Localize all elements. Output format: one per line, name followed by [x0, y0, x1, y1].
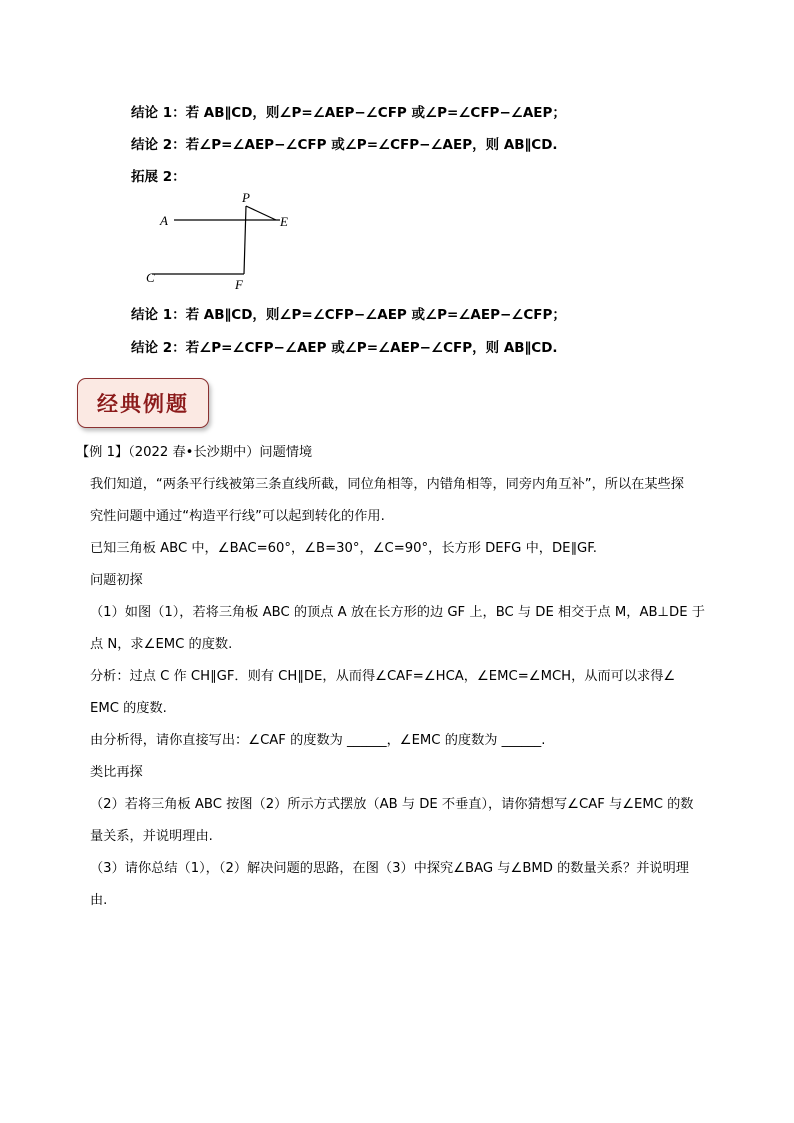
section-badge-label: 经典例题: [97, 392, 189, 416]
label-f: F: [235, 277, 243, 292]
example-line: 究性问题中通过“构造平行线”可以起到转化的作用.: [90, 509, 385, 524]
question-1-cont: 点 N，求∠EMC 的度数.: [90, 637, 233, 652]
conclusion-1-top: 结论 1：若 AB∥CD，则∠P=∠AEP−∠CFP 或∠P=∠CFP−∠AEP；: [131, 105, 566, 121]
question-1: （1）如图（1），若将三角板 ABC 的顶点 A 放在长方形的边 GF 上，BC 与 DE 相交于点 M，AB⊥DE 于: [90, 605, 705, 620]
example-heading: 【例 1】（2022 春•长沙期中）问题情境: [76, 445, 313, 460]
label-a: A: [160, 213, 168, 228]
question-3: （3）请你总结（1），（2）解决问题的思路，在图（3）中探究∠BAG 与∠BMD 的数量关系？并说明理: [90, 861, 689, 876]
question-2: （2）若将三角板 ABC 按图（2）所示方式摆放（AB 与 DE 不垂直），请你猜想写∠CAF 与∠EMC 的数: [90, 797, 694, 812]
line-pe: [246, 206, 276, 220]
question-3-cont: 由.: [90, 893, 108, 908]
conclusion-1-bottom: 结论 1：若 AB∥CD，则∠P=∠CFP−∠AEP 或∠P=∠AEP−∠CFP；: [131, 307, 566, 323]
parallel-lines-diagram: [140, 186, 300, 294]
subheading-analogy: 类比再探: [90, 765, 143, 780]
label-c: C: [146, 270, 155, 285]
analysis-line: 分析：过点 C 作 CH∥GF．则有 CH∥DE，从而得∠CAF=∠HCA，∠EMC=∠MCH，从而可以求得∠: [90, 669, 676, 684]
extension-label: 拓展 2：: [131, 169, 186, 185]
answer-prompt: 由分析得，请你直接写出：∠CAF 的度数为 ______，∠EMC 的度数为 ______.: [90, 733, 546, 748]
line-pf: [244, 206, 246, 274]
example-line: 已知三角板 ABC 中，∠BAC=60°，∠B=30°，∠C=90°，长方形 DEFG 中，DE∥GF.: [90, 541, 597, 556]
section-badge: [77, 378, 209, 428]
label-e: E: [280, 214, 288, 229]
extension-figure: [140, 186, 300, 298]
analysis-line-cont: EMC 的度数.: [90, 701, 167, 716]
subheading-initial-explore: 问题初探: [90, 573, 143, 588]
label-p: P: [242, 190, 250, 205]
conclusion-2-top: 结论 2：若∠P=∠AEP−∠CFP 或∠P=∠CFP−∠AEP，则 AB∥CD.: [131, 137, 558, 153]
question-2-cont: 量关系，并说明理由.: [90, 829, 213, 844]
example-line: 我们知道，“两条平行线被第三条直线所截，同位角相等，内错角相等，同旁内角互补”，所以在某些探: [90, 477, 684, 492]
conclusion-2-bottom: 结论 2：若∠P=∠CFP−∠AEP 或∠P=∠AEP−∠CFP，则 AB∥CD.: [131, 340, 558, 356]
